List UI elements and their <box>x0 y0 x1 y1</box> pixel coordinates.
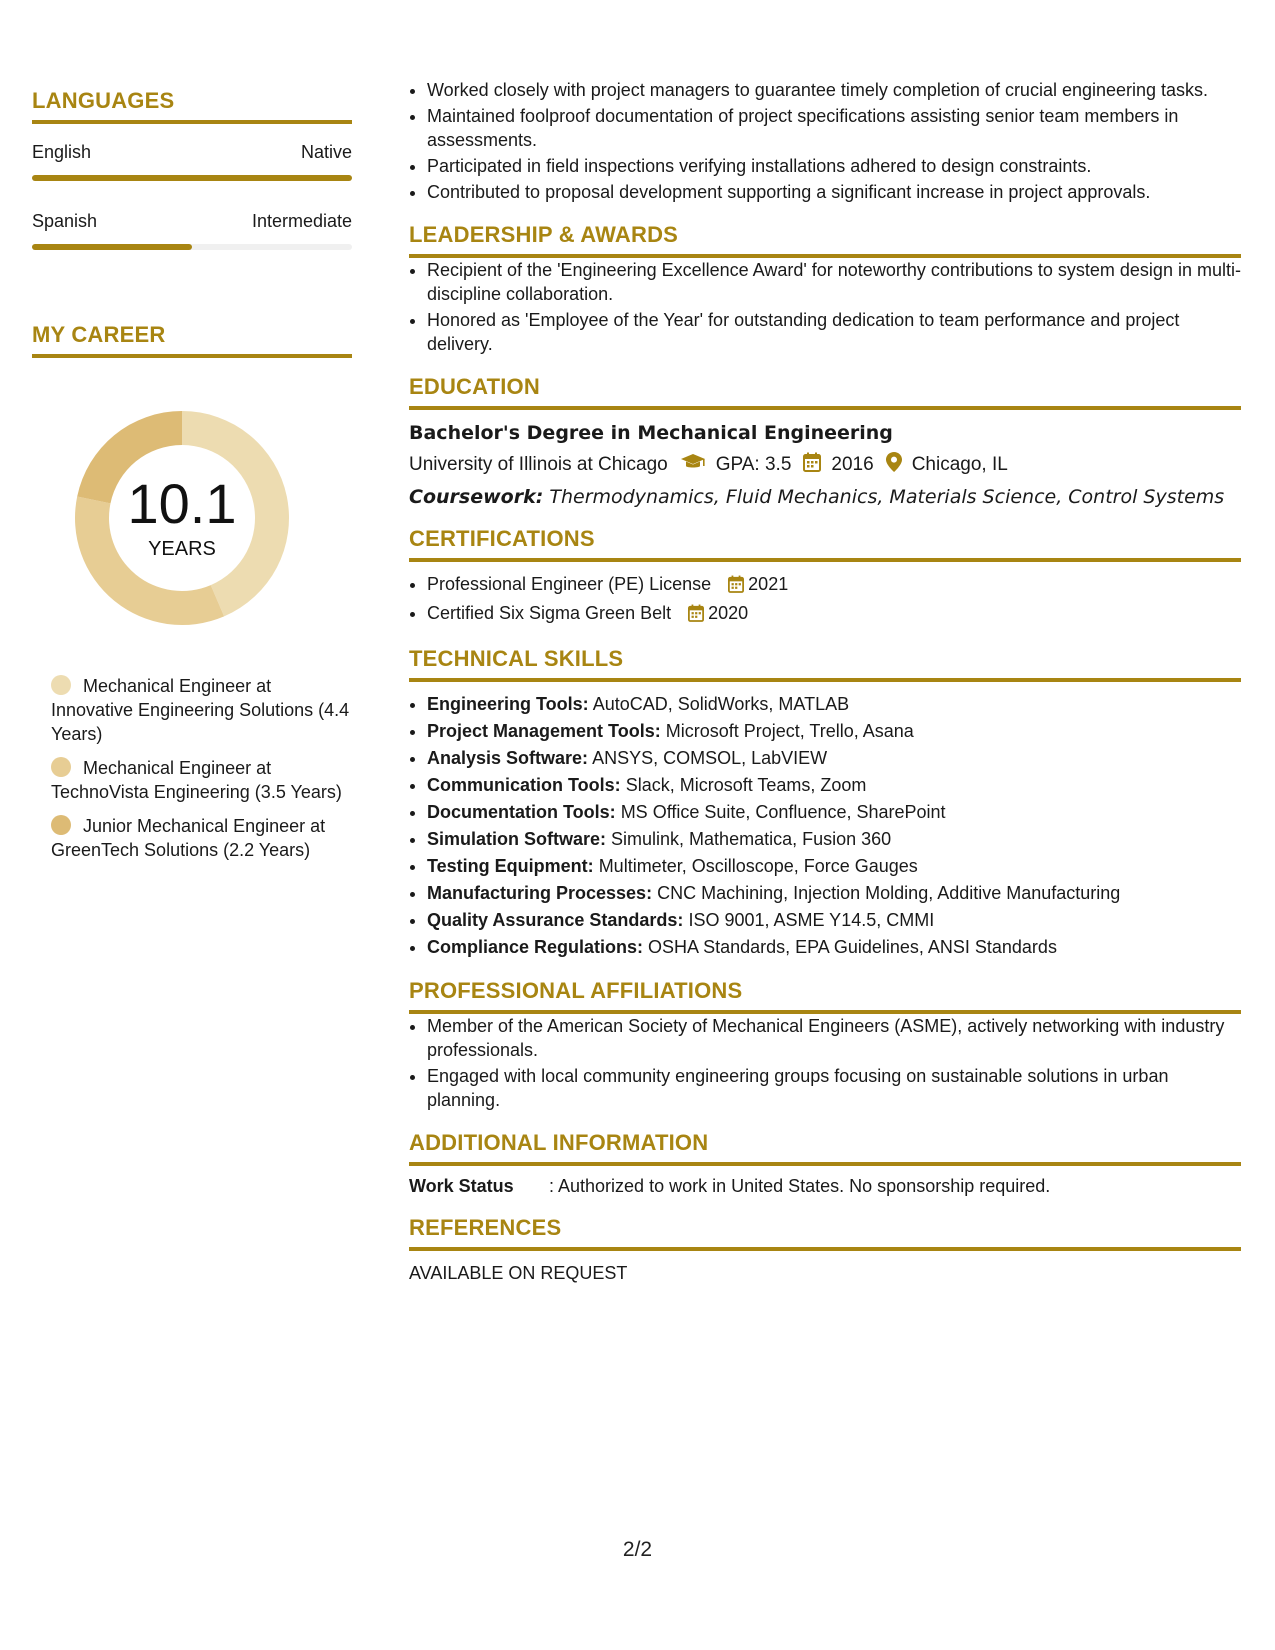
skill-item <box>427 692 1241 717</box>
references-text: AVAILABLE ON REQUEST <box>409 1263 628 1283</box>
certification-name: Professional Engineer (PE) License <box>427 574 712 594</box>
certification-name: Certified Six Sigma Green Belt <box>427 603 672 623</box>
career-donut-chart <box>62 398 302 638</box>
skill-item <box>427 773 1241 798</box>
career-years-unit: YEARS <box>148 537 216 560</box>
skill-value: Multimeter, Oscilloscope, Force Gauges <box>598 856 918 876</box>
skill-value: AutoCAD, SolidWorks, MATLAB <box>592 694 850 714</box>
graduation-cap-icon <box>680 453 706 477</box>
skill-label: Project Management Tools: <box>427 721 661 741</box>
skill-item <box>427 827 1241 852</box>
language-name: Spanish <box>32 211 98 231</box>
affiliations-heading: PROFESSIONAL AFFILIATIONS <box>409 978 1241 1014</box>
work-status-label: Work Status <box>409 1176 514 1196</box>
affiliation-item: • Member of the American Society of Mechanical Engineers (ASME), actively networking with industry professionals. <box>427 1014 1241 1062</box>
skill-value: Slack, Microsoft Teams, Zoom <box>625 775 867 795</box>
degree-title: Bachelor's Degree in Mechanical Engineering <box>409 422 893 444</box>
affiliations-section <box>409 978 1241 1112</box>
leadership-heading: LEADERSHIP & AWARDS <box>409 222 1241 258</box>
skill-item <box>427 800 1241 825</box>
leadership-item: • Honored as 'Employee of the Year' for outstanding dedication to team performance and project delivery. <box>427 308 1241 356</box>
skill-item <box>427 881 1241 906</box>
language-bar-fill <box>32 244 192 250</box>
skill-label: Compliance Regulations: <box>427 937 644 957</box>
coursework-label: Coursework: <box>409 486 544 508</box>
language-level: Native <box>300 142 352 162</box>
language-bar <box>32 244 352 250</box>
calendar-icon <box>803 452 821 478</box>
certification-item <box>427 572 1241 599</box>
calendar-icon <box>728 575 744 599</box>
skill-label: Analysis Software: <box>427 748 589 768</box>
language-level: Intermediate <box>251 211 352 231</box>
certification-year: 2021 <box>748 574 789 594</box>
skill-value: OSHA Standards, EPA Guidelines, ANSI Standards <box>648 937 1057 957</box>
experience-bullet: • Contributed to proposal development supporting a significant increase in project approvals. <box>427 180 1241 204</box>
legend-dot <box>51 675 71 695</box>
school-location: Chicago, IL <box>911 454 1008 475</box>
references-heading: REFERENCES <box>409 1215 1241 1251</box>
skills-section <box>409 646 1241 960</box>
coursework <box>409 486 1241 508</box>
skills-heading: TECHNICAL SKILLS <box>409 646 1241 682</box>
language-item <box>32 211 352 250</box>
experience-bullet: • Participated in field inspections verifying installations adhered to design constraints. <box>427 154 1241 178</box>
work-status-value: : Authorized to work in United States. No sponsorship required. <box>549 1176 1051 1196</box>
career-role-label: Junior Mechanical Engineer at GreenTech Solutions (2.2 Years) <box>51 816 326 860</box>
legend-dot <box>51 815 71 835</box>
skill-label: Testing Equipment: <box>427 856 594 876</box>
language-item <box>32 142 352 181</box>
skill-item <box>427 854 1241 879</box>
leadership-section <box>409 222 1241 356</box>
page-number: 2/2 <box>622 1538 653 1561</box>
references-section <box>409 1215 1241 1284</box>
skill-value: Simulink, Mathematica, Fusion 360 <box>611 829 892 849</box>
left-column <box>32 88 352 872</box>
certifications-section <box>409 526 1241 628</box>
education-heading: EDUCATION <box>409 374 1241 410</box>
career-role-label: Mechanical Engineer at TechnoVista Engineering (3.5 Years) <box>51 758 342 802</box>
skill-label: Manufacturing Processes: <box>427 883 653 903</box>
experience-bullet: • Worked closely with project managers to guarantee timely completion of crucial engineering tasks. <box>427 78 1241 102</box>
experience-bullet: • Maintained foolproof documentation of project specifications assisting senior team members in assessments. <box>427 104 1241 152</box>
languages-heading: LANGUAGES <box>32 88 352 124</box>
additional-info-section <box>409 1130 1241 1197</box>
skill-item <box>427 908 1241 933</box>
skill-item <box>427 746 1241 771</box>
career-legend-item <box>51 674 352 746</box>
leadership-item: • Recipient of the 'Engineering Excellence Award' for noteworthy contributions to system design in multi-discipline collaboration. <box>427 258 1241 306</box>
career-role-label: Mechanical Engineer at Innovative Engineering Solutions (4.4 Years) <box>51 676 350 744</box>
language-bar <box>32 175 352 181</box>
certification-item <box>427 601 1241 628</box>
gpa: GPA: 3.5 <box>715 454 792 475</box>
right-column <box>409 78 1241 1284</box>
school-name: University of Illinois at Chicago <box>409 454 668 475</box>
language-name: English <box>32 142 92 162</box>
work-status-row <box>409 1176 1241 1197</box>
certifications-heading: CERTIFICATIONS <box>409 526 1241 562</box>
career-legend <box>32 674 352 862</box>
experience-bullets <box>409 78 1241 204</box>
skill-item <box>427 719 1241 744</box>
career-legend-item <box>51 814 352 862</box>
skill-label: Documentation Tools: <box>427 802 616 822</box>
coursework-list: Thermodynamics, Fluid Mechanics, Materials Science, Control Systems <box>549 486 1225 508</box>
skill-value: ISO 9001, ASME Y14.5, CMMI <box>688 910 935 930</box>
graduation-year: 2016 <box>831 454 874 475</box>
skill-value: Microsoft Project, Trello, Asana <box>665 721 914 741</box>
education-details <box>409 452 1241 478</box>
career-heading: MY CAREER <box>32 322 352 358</box>
career-legend-item <box>51 756 352 804</box>
career-total-years: 10.1 <box>127 471 237 535</box>
calendar-icon <box>688 604 704 628</box>
skill-label: Simulation Software: <box>427 829 607 849</box>
language-bar-fill <box>32 175 352 181</box>
additional-info-heading: ADDITIONAL INFORMATION <box>409 1130 1241 1166</box>
skill-label: Engineering Tools: <box>427 694 589 714</box>
skill-item <box>427 935 1241 960</box>
certification-year: 2020 <box>708 603 749 623</box>
skill-value: CNC Machining, Injection Molding, Additive Manufacturing <box>657 883 1121 903</box>
education-section <box>409 374 1241 508</box>
skill-value: MS Office Suite, Confluence, SharePoint <box>620 802 946 822</box>
skill-label: Communication Tools: <box>427 775 621 795</box>
skill-label: Quality Assurance Standards: <box>427 910 684 930</box>
legend-dot <box>51 757 71 777</box>
location-pin-icon <box>886 452 902 478</box>
affiliation-item: • Engaged with local community engineering groups focusing on sustainable solutions in urban planning. <box>427 1064 1241 1112</box>
skill-value: ANSYS, COMSOL, LabVIEW <box>592 748 828 768</box>
